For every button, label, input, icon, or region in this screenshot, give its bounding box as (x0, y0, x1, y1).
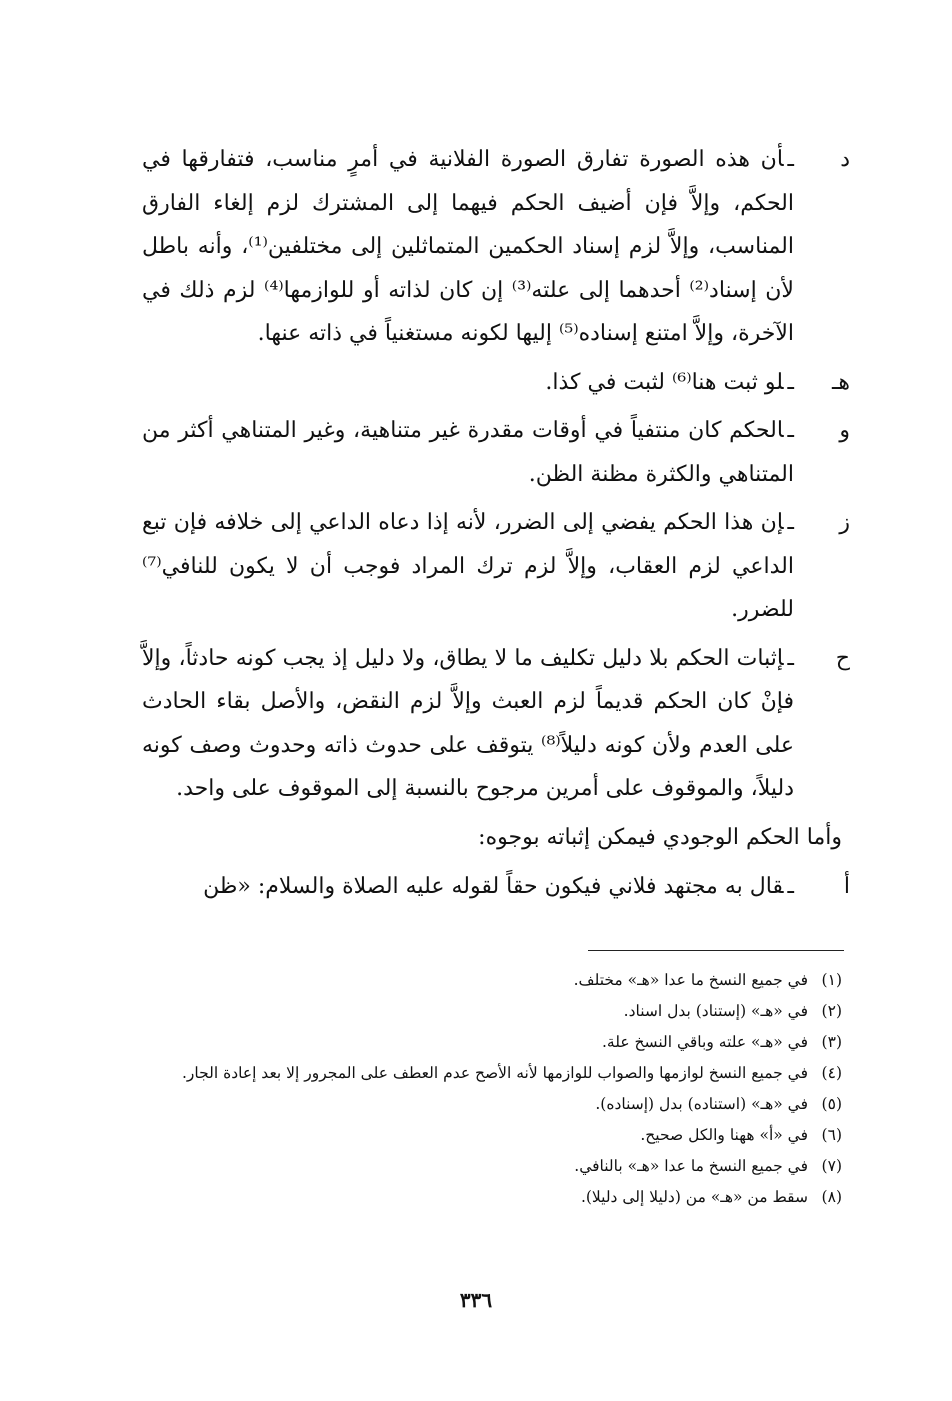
item-dash: ـ (787, 874, 794, 899)
footnote (102, 1027, 842, 1058)
item-marker: د (840, 147, 850, 172)
footnote-number: (٢) (821, 1002, 842, 1020)
section-intro: وأما الحكم الوجودي فيمكن إثباته بوجوه: (478, 824, 842, 850)
item-text: الحكم كان منتفياً في أوقات مقدرة غير متناهية، وغير المتناهي أكثر من المتناهي والكثرة مظنة الظن. (142, 418, 794, 487)
item-text: أن هذه الصورة تفارق الصورة الفلانية في أمرٍ مناسب، فتفارقها في الحكم، وإلاَّ فإن أضيف الحكم فيهما إلى المشترك لزم إلغاء الفارق المناسب، وإلاَّ لزم إسناد الحكمين المتماثلين إلى مختلفين⁽¹⁾، وأنه باطل لأن إسناد⁽²⁾ أحدهما إلى علته⁽³⁾ إن كان لذاته أو للوازمها⁽⁴⁾ لزم ذلك في الآخرة، وإلاَّ امتنع إسناده⁽⁵⁾ إليها لكونه مستغنياً في ذاته عنها. (142, 147, 794, 346)
footnote (102, 996, 842, 1027)
footnote-text: في «هـ» علته وباقي النسخ علة. (601, 1033, 808, 1051)
footnote (102, 1089, 842, 1120)
footnote-number: (٥) (821, 1095, 842, 1113)
page-number: ٣٣٦ (459, 1288, 493, 1312)
main-text (142, 138, 850, 909)
item-marker: أ (843, 874, 850, 899)
footnote-number: (١) (821, 971, 842, 989)
item-text: لو ثبت هنا⁽⁶⁾ لثبت في كذا. (545, 369, 784, 395)
item-marker: و (839, 418, 850, 443)
footnote-text: في «هـ» (استناده) بدل (إسناده). (595, 1095, 808, 1113)
list-item (142, 865, 850, 909)
item-dash: ـ (787, 510, 794, 535)
footnote-text: في «هـ» (إستناد) بدل اسناد. (623, 1002, 808, 1020)
footnote-divider (588, 950, 844, 951)
footnote (102, 1151, 842, 1182)
footnote-number: (٦) (821, 1126, 842, 1144)
footnote-text: في جميع النسخ ما عدا «هـ» مختلف. (573, 971, 808, 989)
list-item (142, 501, 850, 632)
footnote-number: (٤) (821, 1064, 842, 1082)
list-item (142, 361, 850, 405)
footnotes (102, 965, 842, 1213)
footnote-number: (٧) (821, 1157, 842, 1175)
footnote-text: سقط من «هـ» من (دليلا إلى دليلا). (580, 1188, 808, 1206)
footnote (102, 965, 842, 996)
item-dash: ـ (787, 147, 794, 172)
footnote-text: في جميع النسخ لوازمها والصواب للوازمها لأنه الأصح عدم العطف على المجرور إلا بعد إعادة الجار. (181, 1064, 808, 1082)
list-item (142, 138, 850, 356)
item-dash: ـ (787, 645, 794, 671)
item-marker: ز (839, 510, 850, 535)
item-marker: ح (835, 645, 850, 671)
footnote (102, 1182, 842, 1213)
footnote-number: (٨) (821, 1188, 842, 1206)
item-text: إن هذا الحكم يفضي إلى الضرر، لأنه إذا دعاه الداعي إلى خلافه فإن تبع الداعي لزم العقاب، وإلاَّ لزم ترك المراد فوجب أن لا يكون للنافي⁽⁷⁾ للضرر. (142, 510, 794, 622)
list-item (142, 637, 850, 811)
footnote-number: (٣) (821, 1033, 842, 1051)
footnote (102, 1058, 842, 1089)
item-text: قال به مجتهد فلاني فيكون حقاً لقوله عليه الصلاة والسلام: «ظن (203, 874, 784, 899)
footnote (102, 1120, 842, 1151)
item-dash: ـ (787, 418, 794, 443)
item-dash: ـ (787, 369, 794, 395)
footnote-text: في جميع النسخ ما عدا «هـ» بالنافي. (574, 1157, 808, 1175)
list-item (142, 409, 850, 496)
item-text: إثبات الحكم بلا دليل تكليف ما لا يطاق، ولا دليل إذ يجب كونه حادثاً، وإلاَّ فإنْ كان الحكم قديماً لزم العبث وإلاَّ لزم النقض، والأصل بقاء الحادث على العدم ولأن كونه دليلاً⁽⁸⁾ يتوقف على حدوث ذاته وحدوث وصف كونه دليلاً، والموقوف على أمرين مرجوح بالنسبة إلى الموقوف على واحد. (142, 645, 794, 801)
item-marker: هـ (831, 369, 850, 395)
footnote-text: في «أ» ههنا والكل صحيح. (640, 1126, 808, 1144)
